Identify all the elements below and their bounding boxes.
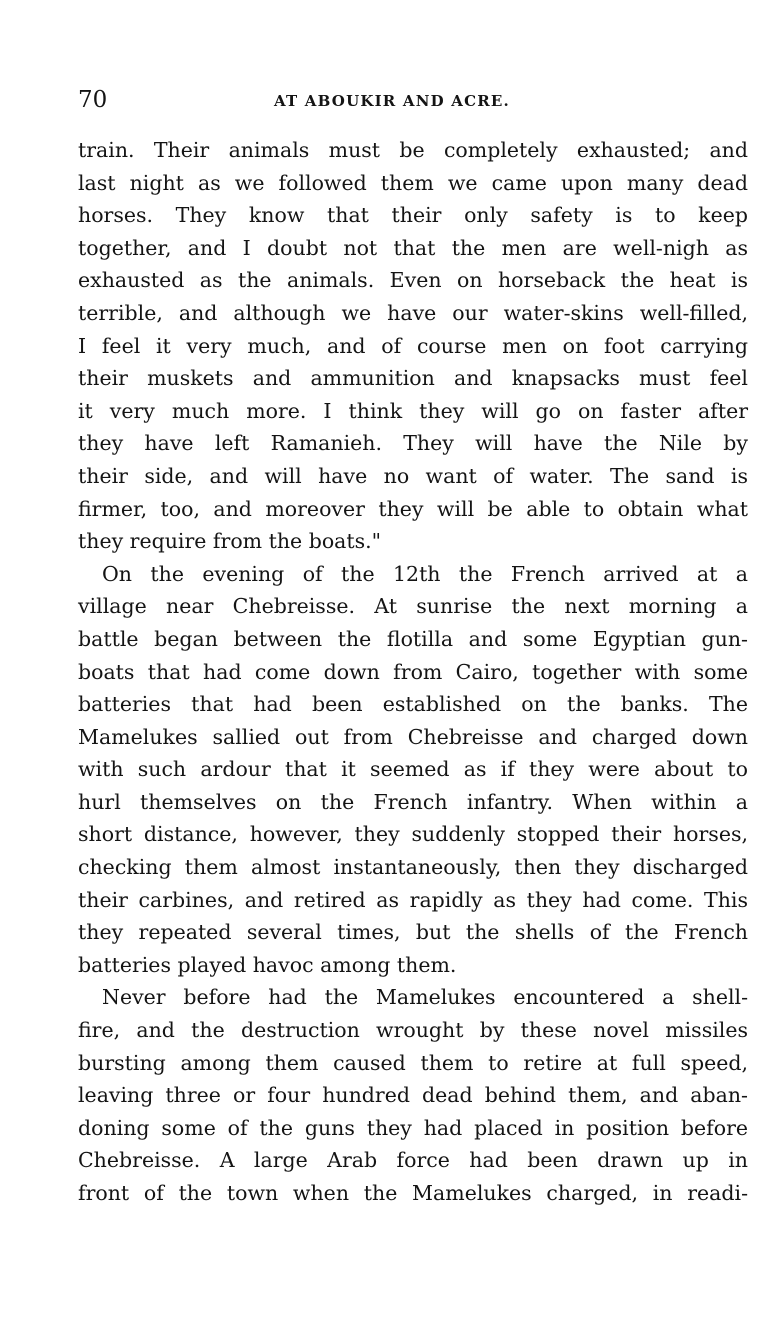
text-line: checking them almost instantaneously, then they discharged [78, 855, 748, 880]
text-line: together, and I doubt not that the men are well-nigh as [78, 235, 748, 260]
text-line: batteries that had been established on the banks. The [78, 692, 748, 717]
body-text [78, 134, 748, 1210]
running-head [78, 86, 748, 114]
text-line: Never before had the Mamelukes encountered a shell- [102, 985, 748, 1010]
text-line: train. Their animals must be completely exhausted; and [78, 138, 748, 162]
text-line: they repeated several times, but the shells of the French [78, 920, 748, 945]
text-line: Chebreisse. A large Arab force had been drawn up in [78, 1148, 748, 1173]
text-line: I feel it very much, and of course men on foot carrying [78, 333, 748, 358]
text-line: village near Chebreisse. At sunrise the next morning a [78, 594, 748, 619]
text-line: battle began between the flotilla and some Egyptian gun- [78, 626, 748, 651]
text-line: leaving three or four hundred dead behind them, and aban- [78, 1083, 748, 1108]
running-title: AT ABOUKIR AND ACRE. [274, 92, 510, 110]
page-number: 70 [78, 87, 108, 113]
text-line: exhausted as the animals. Even on horseback the heat is [78, 268, 748, 293]
text-line: On the evening of the 12th the French arrived at a [102, 561, 748, 586]
text-line: boats that had come down from Cairo, together with some [78, 659, 748, 684]
text-line: their muskets and ammunition and knapsacks must feel [78, 366, 748, 391]
text-line: they require from the boats." [78, 529, 382, 554]
text-line: with such ardour that it seemed as if they were about to [78, 757, 748, 782]
text-line: their side, and will have no want of water. The sand is [78, 463, 748, 488]
text-line: batteries played havoc among them. [78, 952, 457, 977]
text-line: Mamelukes sallied out from Chebreisse and charged down [78, 724, 748, 749]
text-line: terrible, and although we have our water-skins well-filled, [78, 300, 748, 325]
text-line: front of the town when the Mamelukes charged, in readi- [78, 1181, 748, 1205]
text-line: fire, and the destruction wrought by these novel missiles [78, 1018, 748, 1043]
text-line: it very much more. I think they will go on faster after [78, 398, 748, 423]
text-line: their carbines, and retired as rapidly as they had come. This [78, 887, 748, 912]
text-line: short distance, however, they suddenly stopped their horses, [78, 822, 748, 847]
text-line: hurl themselves on the French infantry. When within a [78, 789, 748, 814]
text-line: bursting among them caused them to retire at full speed, [78, 1050, 748, 1075]
text-line: last night as we followed them we came upon many dead [78, 170, 748, 195]
text-line: they have left Ramanieh. They will have the Nile by [78, 431, 748, 456]
text-line: doning some of the guns they had placed in position before [78, 1115, 748, 1140]
text-line: horses. They know that their only safety is to keep [78, 203, 748, 228]
text-line: firmer, too, and moreover they will be able to obtain what [78, 496, 748, 521]
